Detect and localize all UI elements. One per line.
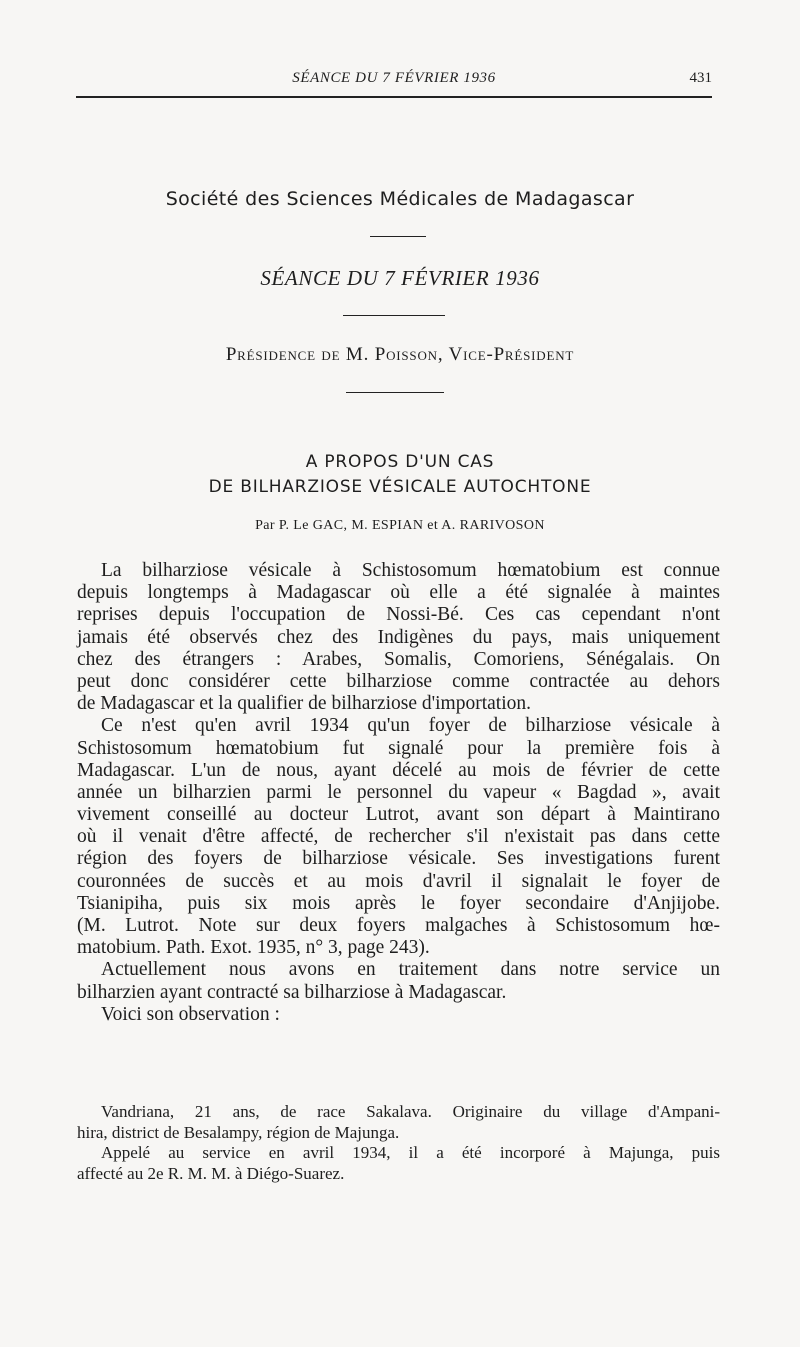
section-divider — [343, 315, 445, 316]
body-line: reprises depuis l'occupation de Nossi-Bé. Ces cas cependant n'ont — [77, 604, 720, 626]
body-line: de Madagascar et la qualifier de bilharziose d'importation. — [77, 693, 532, 715]
body-line: année un bilharzien parmi le personnel du vapeur « Bagdad », avait — [77, 781, 720, 803]
body-line: vivement conseillé au docteur Lutrot, avant son départ à Maintirano — [77, 804, 720, 826]
section-divider — [370, 236, 426, 237]
article-body — [77, 560, 720, 1026]
page-number: 431 — [689, 70, 712, 86]
header-rule — [76, 96, 712, 98]
body-line: Madagascar. L'un de nous, ayant décelé au mois de février de cette — [77, 759, 720, 781]
society-title: Société des Sciences Médicales de Madagascar — [165, 188, 635, 210]
body-line: peut donc considérer cette bilharziose comme contractée au dehors — [77, 670, 720, 692]
article-title — [0, 450, 800, 500]
body-line: depuis longtemps à Madagascar où elle a été signalée à maintes — [77, 582, 720, 604]
section-divider — [346, 392, 444, 393]
body-line: Voici son observation : — [101, 1003, 280, 1025]
presidence-line: Présidence de M. Poisson, Vice-Président — [225, 344, 575, 365]
observation-line: Vandriana, 21 ans, de race Sakalava. Originaire du village d'Ampani- — [101, 1102, 720, 1121]
body-line: Schistosomum hœmatobium fut signalé pour la première fois à — [77, 737, 720, 759]
body-line: où il venait d'être affecté, de rechercher s'il n'existait pas dans cette — [77, 826, 720, 848]
body-line: Actuellement nous avons en traitement dans notre service un — [101, 959, 720, 981]
body-line: (M. Lutrot. Note sur deux foyers malgaches à Schistosomum hœ- — [77, 915, 720, 936]
body-line: région des foyers de bilharziose vésicale. Ses investigations furent — [77, 848, 720, 870]
body-line: couronnées de succès et au mois d'avril il signalait le foyer de — [77, 870, 720, 892]
article-byline: Par P. Le GAC, M. ESPIAN et A. RARIVOSON — [255, 518, 545, 533]
observation-line: Appelé au service en avril 1934, il a été incorporé à Majunga, puis — [101, 1143, 720, 1162]
body-line: matobium. Path. Exot. 1935, n° 3, page 243). — [77, 937, 430, 959]
body-line: bilharzien ayant contracté sa bilharziose à Madagascar. — [77, 981, 507, 1003]
body-line: Tsianipiha, puis six mois après le foyer secondaire d'Anjijobe. — [77, 892, 720, 914]
observation-text — [77, 1102, 720, 1184]
body-line: chez des étrangers : Arabes, Somalis, Comoriens, Sénégalais. On — [77, 648, 720, 670]
running-title: SÉANCE DU 7 FÉVRIER 1936 — [292, 70, 496, 86]
running-header — [76, 64, 712, 90]
body-line: La bilharziose vésicale à Schistosomum hœmatobium est connue — [101, 560, 720, 581]
article-title-line: A PROPOS D'UN CAS — [305, 452, 495, 472]
observation-line: hira, district de Besalampy, région de Majunga. — [77, 1122, 400, 1142]
seance-title: SÉANCE DU 7 FÉVRIER 1936 — [260, 266, 540, 290]
body-line: Ce n'est qu'en avril 1934 qu'un foyer de bilharziose vésicale à — [101, 715, 720, 737]
article-title-line: DE BILHARZIOSE VÉSICALE AUTOCHTONE — [208, 477, 592, 497]
observation-line: affecté au 2e R. M. M. à Diégo-Suarez. — [77, 1163, 345, 1183]
body-line: jamais été observés chez des Indigènes du pays, mais uniquement — [77, 626, 720, 648]
